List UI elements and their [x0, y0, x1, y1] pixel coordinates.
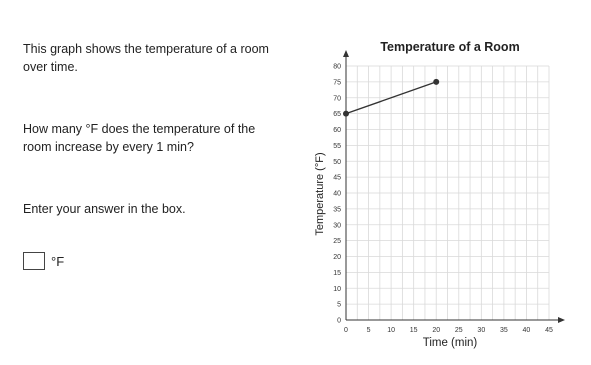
answer-row — [23, 252, 64, 270]
chart-container — [300, 30, 591, 360]
x-tick-label: 0 — [344, 327, 348, 334]
y-tick-label: 10 — [333, 285, 341, 293]
y-axis-arrow-icon — [343, 50, 349, 57]
chart-title: Temperature of a Room — [380, 40, 520, 54]
answer-unit: °F — [51, 253, 65, 269]
axes — [343, 50, 565, 323]
y-tick-label: 55 — [333, 142, 341, 150]
y-tick-label: 35 — [333, 206, 341, 214]
y-tick-label: 15 — [333, 269, 341, 277]
y-tick-label: 80 — [333, 63, 341, 71]
y-tick-label: 25 — [333, 238, 341, 246]
y-tick-label: 50 — [333, 158, 341, 166]
data-point — [343, 111, 349, 117]
x-tick-label: 20 — [432, 327, 441, 334]
x-tick-label: 30 — [477, 327, 486, 334]
x-tick-label: 25 — [454, 327, 463, 334]
y-tick-label: 40 — [333, 190, 341, 198]
y-tick-label: 65 — [333, 111, 341, 119]
tick-labels — [333, 64, 553, 335]
x-tick-label: 40 — [522, 327, 531, 334]
y-tick-label: 30 — [333, 222, 341, 230]
y-tick-label: 0 — [337, 317, 341, 325]
grid-lines — [346, 66, 549, 320]
data-point — [433, 79, 439, 85]
y-tick-label: 60 — [333, 127, 341, 134]
y-tick-label: 75 — [333, 79, 341, 87]
y-axis-label: Temperature (°F) — [314, 152, 326, 236]
x-tick-label: 10 — [387, 327, 396, 334]
x-tick-label: 45 — [545, 327, 553, 334]
y-tick-label: 5 — [337, 301, 341, 309]
y-tick-label: 70 — [333, 95, 341, 103]
x-axis-label: Time (min) — [422, 337, 478, 349]
temperature-chart — [300, 30, 591, 360]
question-intro-text: This graph shows the temperature of a room over time. — [23, 42, 269, 74]
y-tick-label: 20 — [333, 254, 341, 261]
answer-input[interactable] — [23, 252, 45, 270]
x-tick-label: 15 — [409, 327, 418, 334]
x-tick-label: 35 — [499, 327, 508, 334]
y-tick-label: 45 — [333, 174, 341, 182]
instruction-text: Enter your answer in the box. — [23, 202, 186, 216]
x-axis-arrow-icon — [558, 317, 565, 323]
x-tick-label: 5 — [366, 327, 371, 334]
question-prompt-text: How many °F does the temperature of the room increase by every 1 min? — [23, 122, 256, 154]
